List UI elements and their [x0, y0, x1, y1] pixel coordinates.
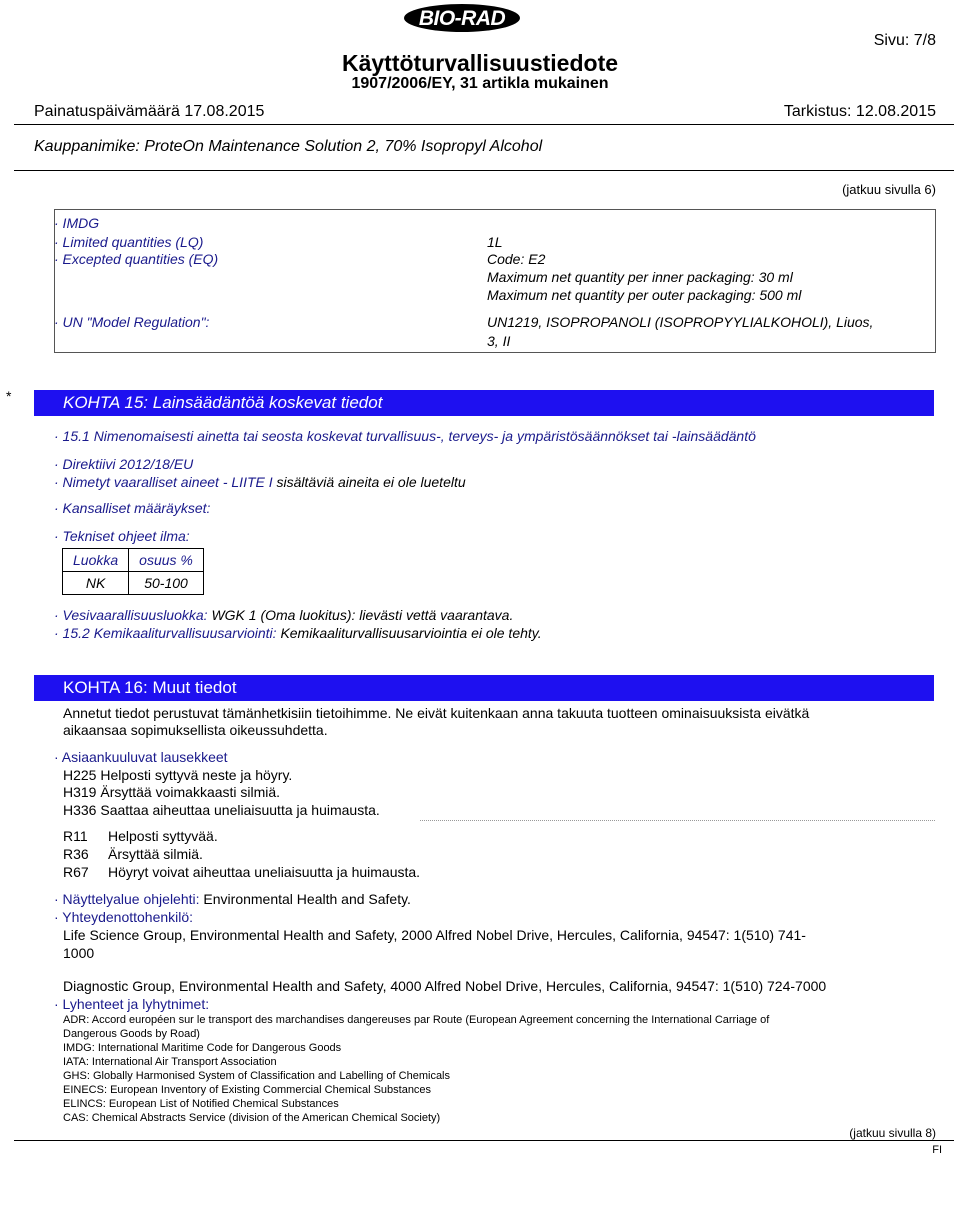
- section-15-1: · 15.1 Nimenomaisesti ainetta tai seosta koskevat turvallisuus-, terveys- ja ympäristösäännökset tai -lainsäädäntö: [54, 428, 756, 444]
- table-header: Luokka: [63, 549, 129, 572]
- intro-line-1: Annetut tiedot perustuvat tämänhetkisiin tietoihimme. Ne eivät kuitenkaan anna takuuta tuotteen ominaisuuksista eivätkä: [63, 705, 810, 721]
- eq-label: · Excepted quantities (EQ): [54, 251, 219, 267]
- eq-line-1: Code: E2: [487, 251, 546, 267]
- lq-value: 1L: [487, 234, 503, 250]
- bio-rad-logo: [404, 4, 520, 32]
- table-cell: 50-100: [129, 572, 204, 595]
- table-cell: NK: [63, 572, 129, 595]
- named-substances-value: sisältäviä aineita ei ole lueteltu: [276, 474, 466, 490]
- national-regulations: · Kansalliset määräykset:: [54, 500, 211, 516]
- abbreviations-label: · Lyhenteet ja lyhytnimet:: [54, 996, 210, 1012]
- print-date: Painatuspäivämäärä 17.08.2015: [34, 103, 265, 120]
- eq-line-3: Maximum net quantity per outer packaging: 500 ml: [487, 287, 802, 303]
- language-code: FI: [932, 1144, 942, 1156]
- r-code: R67: [63, 864, 89, 880]
- logo-text: BIO-RAD: [418, 7, 506, 30]
- issuing-department-label: · Näyttelyalue ohjelehti:: [54, 891, 200, 907]
- abbreviation: ELINCS: European List of Notified Chemical Substances: [63, 1098, 339, 1110]
- named-substances-label: · Nimetyt vaaralliset aineet - LIITE I: [54, 474, 273, 490]
- section-16-heading-bar: [34, 675, 934, 701]
- footer-rule: [14, 1140, 954, 1141]
- trade-name-rule: [14, 170, 954, 171]
- technical-instructions: · Tekniset ohjeet ilma:: [54, 528, 190, 544]
- contact-line: Diagnostic Group, Environmental Health and Safety, 4000 Alfred Nobel Drive, Hercules, California, 94547: 1(510) 724-7000: [63, 978, 827, 994]
- eq-line-2: Maximum net quantity per inner packaging: 30 ml: [487, 269, 793, 285]
- section-15-2-value: Kemikaaliturvallisuusarviointia ei ole tehty.: [280, 625, 542, 641]
- table-header-row: [63, 549, 204, 572]
- table-row: [63, 572, 204, 595]
- r-text: Ärsyttää silmiä.: [108, 846, 203, 862]
- trade-name: Kauppanimike: ProteOn Maintenance Solution 2, 70% Isopropyl Alcohol: [34, 138, 543, 155]
- issuing-department-value: Environmental Health and Safety.: [203, 891, 411, 907]
- h-phrase: H319 Ärsyttää voimakkaasti silmiä.: [63, 784, 281, 800]
- table-header: osuus %: [129, 549, 204, 572]
- water-hazard-value: WGK 1 (Oma luokitus): lievästi vettä vaarantava.: [211, 607, 514, 623]
- contact-line: 1000: [63, 945, 95, 961]
- dotted-separator: [420, 820, 935, 821]
- r-text: Höyryt voivat aiheuttaa uneliaisuutta ja huimausta.: [108, 864, 421, 880]
- lq-label: · Limited quantities (LQ): [54, 234, 204, 250]
- issuing-department: [54, 891, 411, 907]
- continued-from: (jatkuu sivulla 6): [842, 182, 936, 197]
- change-marker: *: [6, 388, 12, 404]
- document-subtitle: 1907/2006/EY, 31 artikla mukainen: [351, 75, 609, 92]
- header-rule: [14, 124, 954, 125]
- r-text: Helposti syttyvää.: [108, 828, 218, 844]
- abbreviation: Dangerous Goods by Road): [63, 1028, 200, 1040]
- water-hazard: [54, 607, 513, 623]
- document-title: Käyttöturvallisuustiedote: [341, 50, 619, 76]
- section-15-2: [54, 625, 542, 641]
- abbreviation: GHS: Globally Harmonised System of Classification and Labelling of Chemicals: [63, 1070, 451, 1082]
- abbreviation: EINECS: European Inventory of Existing Commercial Chemical Substances: [63, 1084, 432, 1096]
- water-hazard-label: · Vesivaarallisuusluokka:: [54, 607, 208, 623]
- abbreviation: CAS: Chemical Abstracts Service (division of the American Chemical Society): [63, 1112, 441, 1124]
- section-15-heading: KOHTA 15: Lainsäädäntöä koskevat tiedot: [63, 393, 383, 412]
- h-phrase: H336 Saattaa aiheuttaa uneliaisuutta ja huimausta.: [63, 802, 380, 818]
- relevant-phrases-label: · Asiaankuuluvat lausekkeet: [54, 749, 228, 765]
- classification-table: [62, 548, 204, 595]
- h-phrase: H225 Helposti syttyvä neste ja höyry.: [63, 767, 293, 783]
- section-15-heading-bar: [34, 390, 934, 416]
- section-16-heading: KOHTA 16: Muut tiedot: [63, 678, 237, 697]
- abbreviation: IATA: International Air Transport Association: [63, 1056, 277, 1068]
- contact-label: · Yhteydenottohenkilö:: [54, 909, 194, 925]
- contact-line: Life Science Group, Environmental Health and Safety, 2000 Alfred Nobel Drive, Hercules, California, 94547: 1(510) 741-: [63, 927, 806, 943]
- r-code: R36: [63, 846, 89, 862]
- revision-date: Tarkistus: 12.08.2015: [783, 103, 936, 120]
- model-regulation-line-2: 3, II: [487, 333, 511, 349]
- imdg-label: · IMDG: [54, 215, 100, 231]
- continued-to: (jatkuu sivulla 8): [849, 1126, 936, 1140]
- page-number: Sivu: 7/8: [873, 32, 936, 49]
- named-substances: [54, 474, 466, 490]
- abbreviation: IMDG: International Maritime Code for Dangerous Goods: [63, 1042, 342, 1054]
- abbreviation: ADR: Accord européen sur le transport des marchandises dangereuses par Route (European Agreement concerning the International Carriage of: [63, 1014, 770, 1026]
- intro-line-2: aikaansaa sopimuksellista oikeussuhdetta.: [63, 722, 328, 738]
- section-15-2-label: · 15.2 Kemikaaliturvallisuusarviointi:: [54, 625, 277, 641]
- model-regulation-line-1: UN1219, ISOPROPANOLI (ISOPROPYYLIALKOHOLI), Liuos,: [487, 314, 874, 330]
- r-code: R11: [63, 828, 88, 844]
- directive: · Direktiivi 2012/18/EU: [54, 456, 194, 472]
- model-regulation-label: · UN "Model Regulation":: [54, 314, 210, 330]
